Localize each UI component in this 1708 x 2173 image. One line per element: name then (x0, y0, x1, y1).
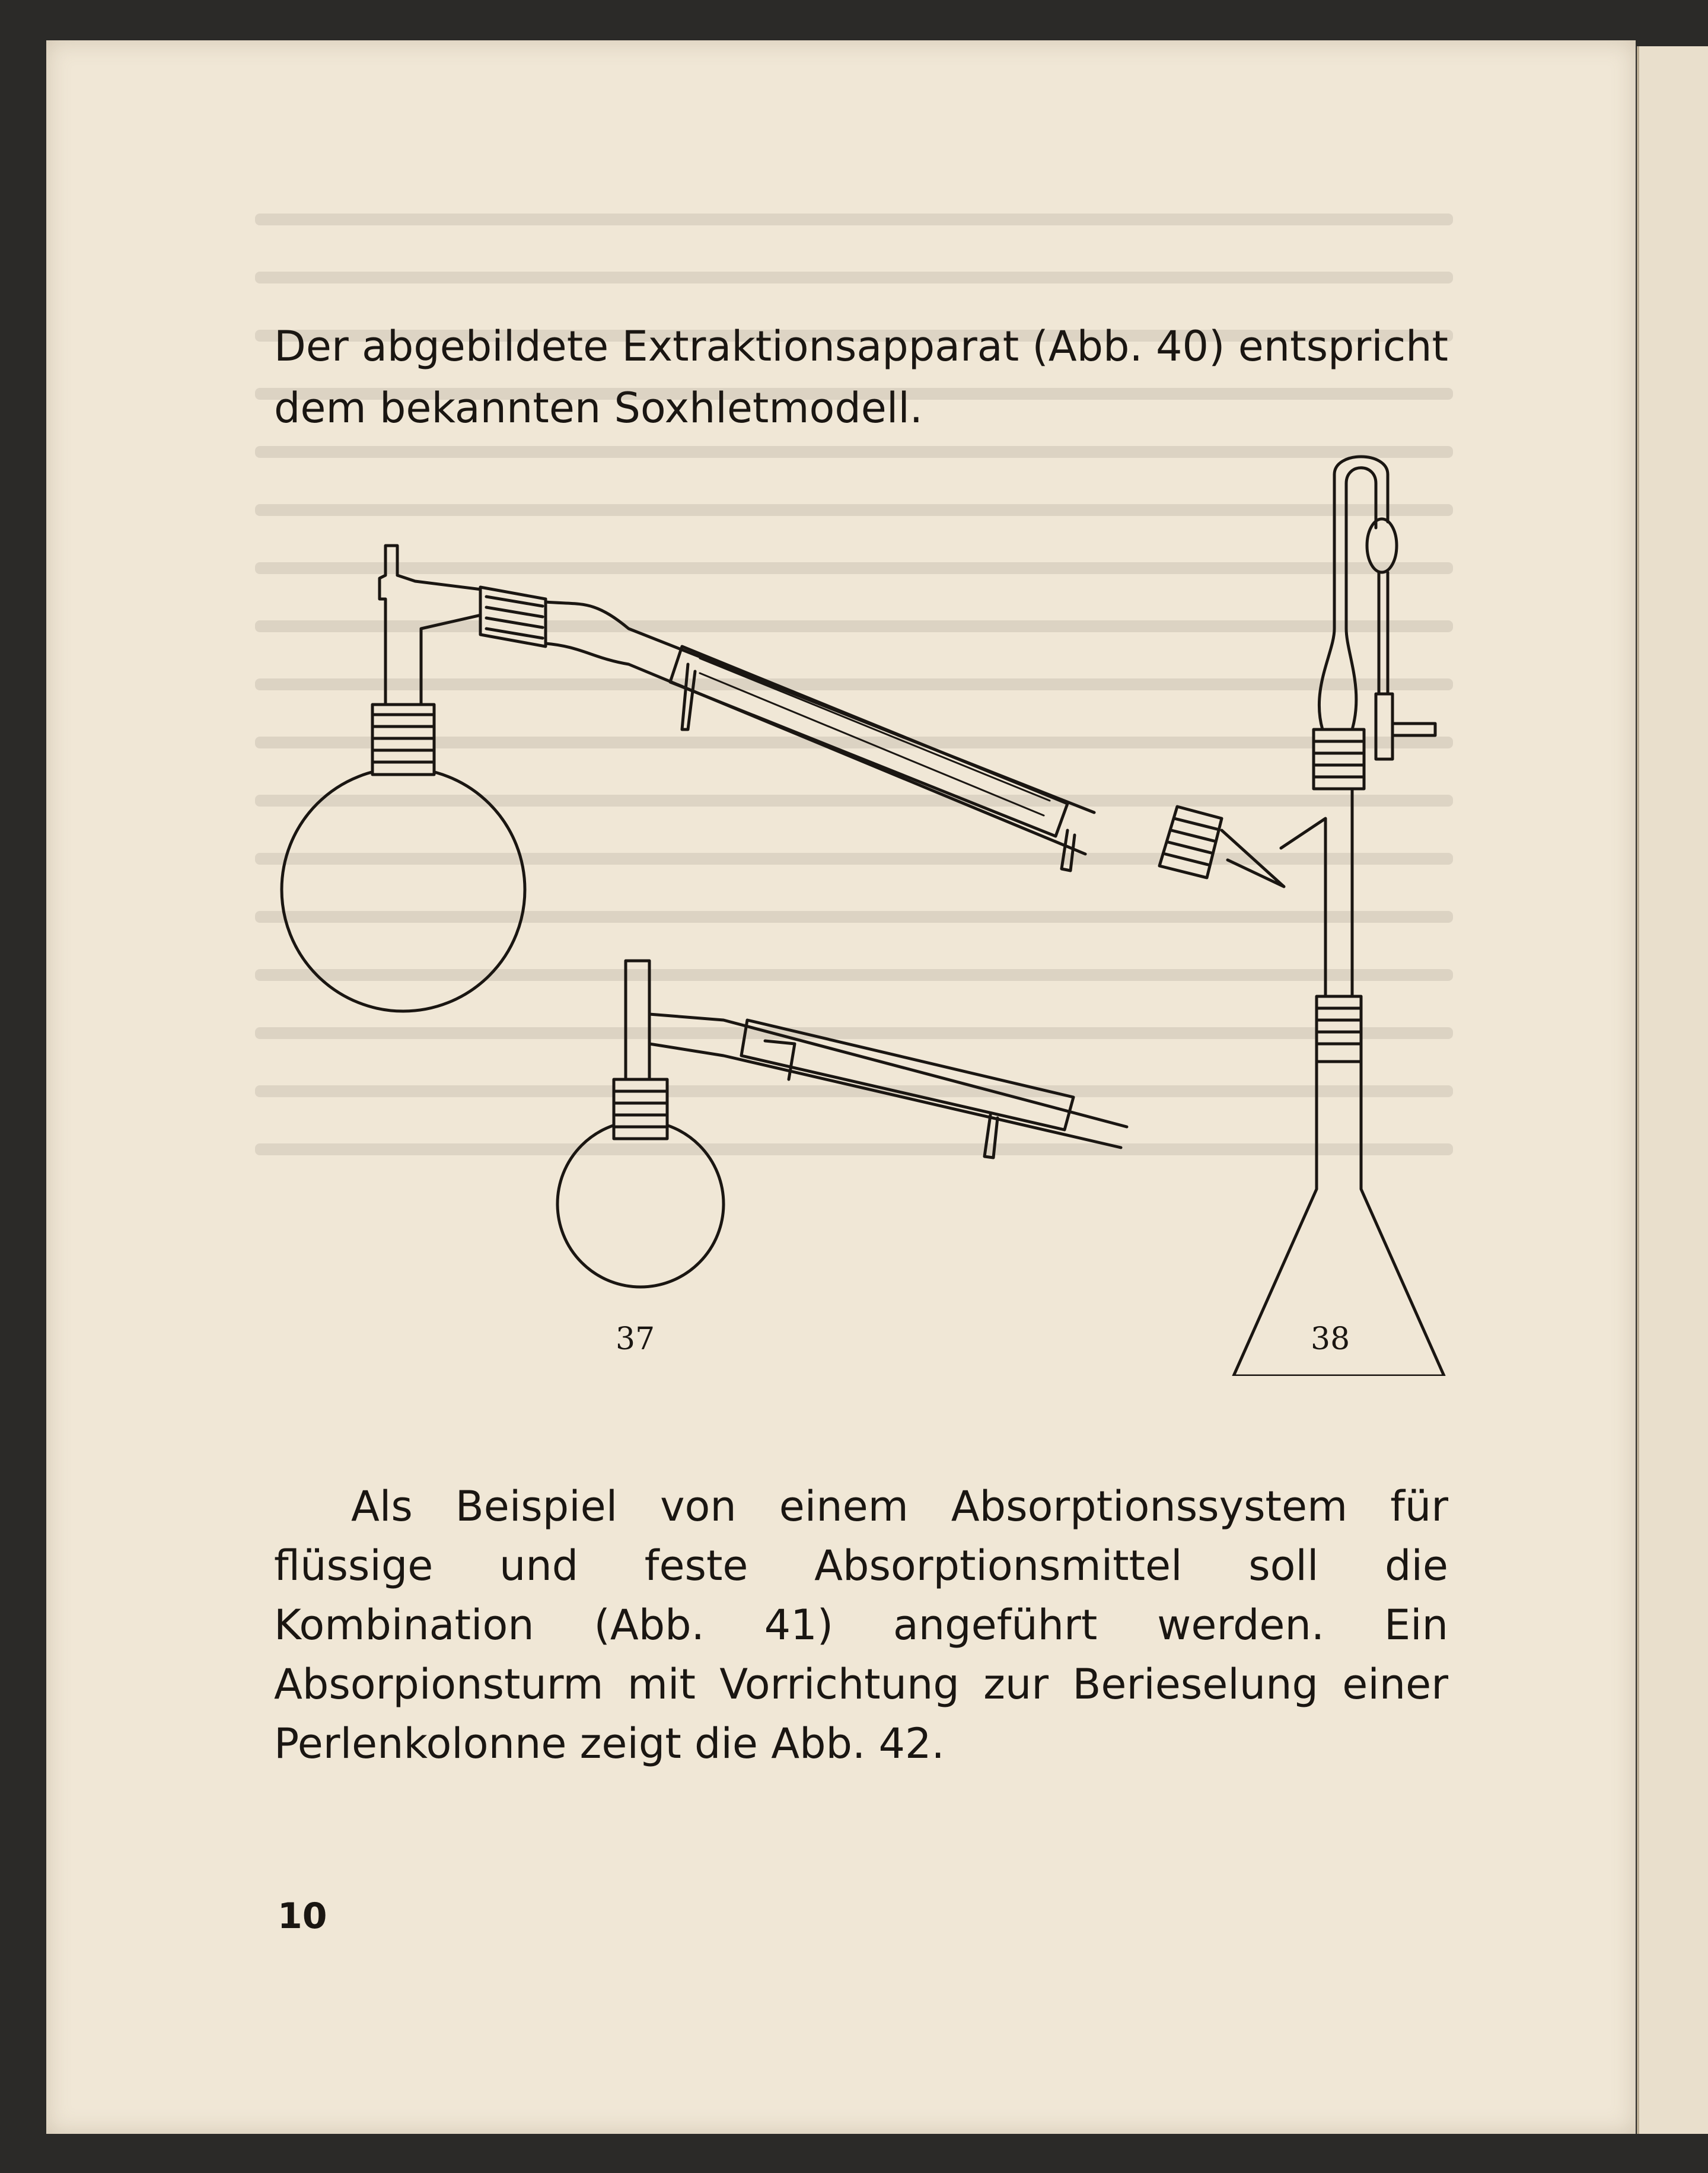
paragraph-2 (274, 1477, 1448, 1773)
paragraph-1: Der abgebildete Extraktionsapparat (Abb. 40) entspricht dem bekannten Soxhletmodell. (274, 322, 1448, 432)
joint-upper-left (480, 587, 546, 646)
page-number: 10 (278, 1895, 327, 1937)
glassware-illustration (273, 451, 1459, 1376)
figure-label-37: 37 (616, 1321, 655, 1357)
condenser-upper (546, 602, 1094, 871)
joint-upper-right (1159, 807, 1284, 887)
round-flask-small (557, 961, 1127, 1287)
paragraph-2-text: Als Beispiel von einem Absorptionssystem für flüssige und feste Absorptionsmittel soll die Kombination (Abb. 41) angeführt werden. Ein Absorpionsturm mit Vorrichtung zur Berieselung einer Perlenkolonne zeigt die Abb. 42. (274, 1482, 1448, 1768)
conical-flask-right (1234, 457, 1444, 1376)
figure-label-38: 38 (1311, 1321, 1350, 1357)
next-page-edge (1637, 46, 1708, 2134)
